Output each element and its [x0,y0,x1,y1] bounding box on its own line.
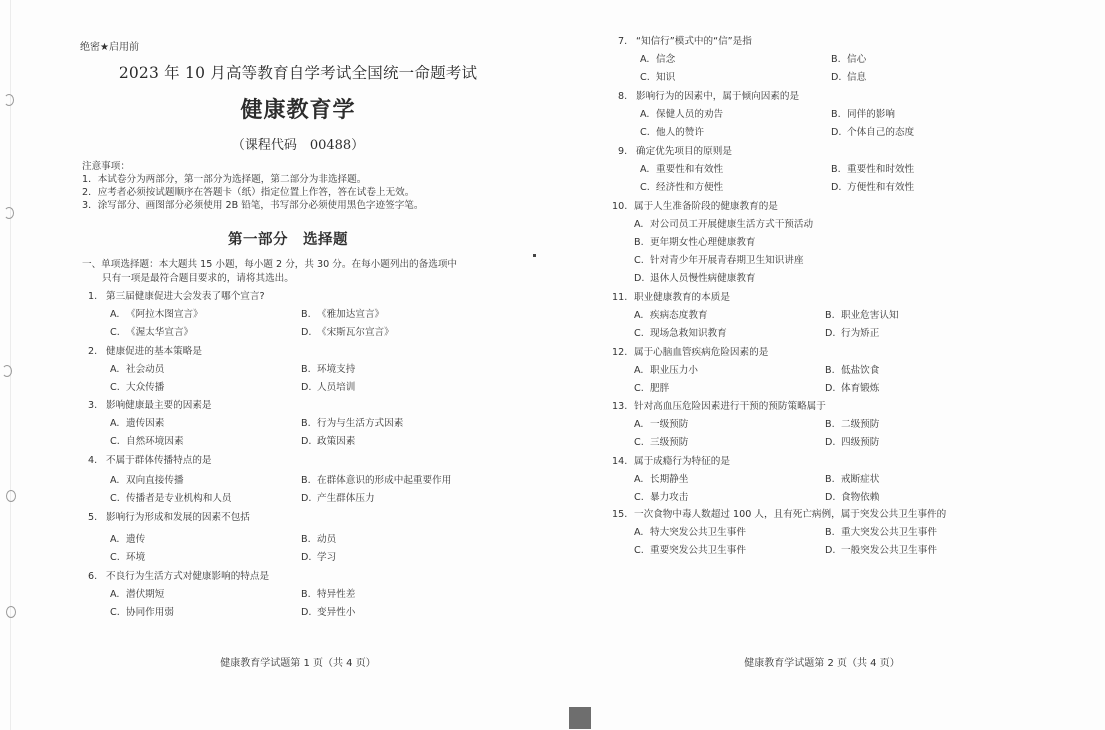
option-c: C. 重要突发公共卫生事件 [634,545,746,556]
question-number: 8. [618,91,628,102]
question-number: 13. [612,401,628,412]
option-a: A. 遗传 [110,534,146,545]
question-stem: 一次食物中毒人数超过 100 人，且有死亡病例，属于突发公共卫生事件的 [634,509,947,520]
option-b: B. 职业危害认知 [825,310,899,321]
question-stem: 针对高血压危险因素进行干预的预防策略属于 [634,401,826,412]
binder-hole-mark [2,365,12,377]
binder-hole-mark [4,207,14,219]
question-stem: “知信行”模式中的“信”是指 [636,36,752,47]
question-2 [88,343,501,397]
option-c: C. 三级预防 [634,437,689,448]
option-b: B. 同伴的影响 [831,109,895,120]
option-c: C. 环境 [110,552,146,563]
question-number: 10. [612,201,628,212]
binder-hole-mark [6,606,16,618]
option-b: B. 信心 [831,54,867,65]
question-8 [618,88,1031,142]
question-stem: 第三届健康促进大会发表了哪个宣言? [106,291,265,302]
option-d: D. 四级预防 [825,437,880,448]
option-a: A. 潜伏期短 [110,589,165,600]
question-13 [612,398,1025,452]
option-a: A. 长期静坐 [634,474,689,485]
question-stem: 职业健康教育的本质是 [634,292,730,303]
option-d: D. 变异性小 [301,607,356,618]
option-c: C. 暴力攻击 [634,492,689,503]
option-a: A. 一级预防 [634,419,689,430]
question-stem: 属于成瘾行为特征的是 [634,456,730,467]
option-d: D. 政策因素 [301,436,356,447]
option-a: A. 《阿拉木图宣言》 [110,309,203,320]
exam-page-1 [78,0,518,700]
question-number: 7. [618,36,628,47]
option-b: B. 环境支持 [301,364,356,375]
notice-heading: 注意事项： [82,161,130,172]
option-b: B. 低盐饮食 [825,365,880,376]
option-d: D. 食物依赖 [825,492,880,503]
notice-item: 1．本试卷分为两部分，第一部分为选择题，第二部分为非选择题。 [82,174,367,185]
option-d: D. 学习 [301,552,337,563]
instruction-line: 只有一项是最符合题目要求的，请将其选出。 [102,273,294,284]
scan-edge-line [10,0,11,730]
instruction-line: 一、单项选择题：本大题共 15 小题，每小题 2 分，共 30 分。在每小题列出的备选项中 [82,259,458,270]
section-instruction [82,258,492,286]
question-15 [612,506,1025,560]
question-4 [88,452,501,508]
question-number: 9. [618,146,628,157]
question-number: 6. [88,571,98,582]
question-number: 14. [612,456,628,467]
option-c: C. 他人的赞许 [640,127,704,138]
question-stem: 确定优先项目的原则是 [636,146,732,157]
question-number: 1. [88,291,98,302]
option-a: A. 重要性和有效性 [640,164,724,175]
option-d: D. 行为矫正 [825,328,880,339]
notice-item: 2．应考者必须按试题顺序在答题卡（纸）指定位置上作答，答在试卷上无效。 [82,187,415,198]
option-a: A. 信念 [640,54,676,65]
question-stem: 属于人生准备阶段的健康教育的是 [634,201,778,212]
option-b: B. 《雅加达宣言》 [301,309,385,320]
option-b: B. 动员 [301,534,337,545]
page-footer: 健康教育学试题第 1 页（共 4 页） [220,658,376,669]
notice-block [82,160,423,212]
option-d: D. 信息 [831,72,867,83]
scan-registration-marker [569,707,591,729]
option-b: B. 特异性差 [301,589,356,600]
question-stem: 属于心脑血管疾病危险因素的是 [634,347,769,358]
course-code: （课程代码 00488） [231,138,365,153]
question-stem: 影响行为的因素中，属于倾向因素的是 [636,91,800,102]
option-c: C. 自然环境因素 [110,436,184,447]
option-b: B. 戒断症状 [825,474,880,485]
question-number: 4. [88,455,98,466]
option-c: C. 知识 [640,72,676,83]
scan-artifact-dot [533,254,536,257]
option-a: A. 社会动员 [110,364,165,375]
option-c: C. 针对青少年开展青春期卫生知识讲座 [634,255,804,266]
question-12 [612,344,1025,398]
option-a: A. 职业压力小 [634,365,698,376]
exam-title: 2023 年 10 月高等教育自学考试全国统一命题考试 [118,64,478,82]
option-c: C. 传播者是专业机构和人员 [110,493,232,504]
question-number: 15. [612,509,628,520]
question-number: 12. [612,347,628,358]
question-stem: 不属于群体传播特点的是 [106,455,212,466]
option-d: D. 产生群体压力 [301,493,375,504]
option-c: C. 《渥太华宣言》 [110,327,194,338]
option-b: B. 在群体意识的形成中起重要作用 [301,475,452,486]
option-a: A. 疾病态度教育 [634,310,708,321]
page-footer: 健康教育学试题第 2 页（共 4 页） [744,658,900,669]
option-c: C. 现场急救知识教育 [634,328,727,339]
option-c: C. 协同作用弱 [110,607,174,618]
question-stem: 不良行为生活方式对健康影响的特点是 [106,571,270,582]
option-b: B. 更年期女性心理健康教育 [634,237,756,248]
option-c: C. 肥胖 [634,383,670,394]
option-b: B. 行为与生活方式因素 [301,418,404,429]
question-stem: 健康促进的基本策略是 [106,346,202,357]
question-number: 5. [88,512,98,523]
option-a: A. 特大突发公共卫生事件 [634,527,746,538]
confidential-label: 绝密★启用前 [80,42,139,53]
option-a: A. 双向直接传播 [110,475,184,486]
option-d: D. 人员培训 [301,382,356,393]
question-5 [88,509,501,567]
option-b: B. 二级预防 [825,419,880,430]
question-14 [612,453,1025,507]
option-a: A. 遗传因素 [110,418,165,429]
option-d: D. 个体自己的态度 [831,127,915,138]
option-d: D. 一般突发公共卫生事件 [825,545,937,556]
option-c: C. 经济性和方便性 [640,182,724,193]
question-stem: 影响行为形成和发展的因素不包括 [106,512,250,523]
exam-page-2 [612,0,1032,700]
question-11 [612,289,1025,343]
question-1 [88,288,501,342]
notice-item: 3．涂写部分、画图部分必须使用 2B 铅笔，书写部分必须使用黑色字迹签字笔。 [82,200,424,211]
option-c: C. 大众传播 [110,382,165,393]
subject-title: 健康教育学 [240,97,356,123]
question-6 [88,568,501,622]
option-b: B. 重大突发公共卫生事件 [825,527,937,538]
question-number: 11. [612,292,628,303]
part-title: 第一部分 选择题 [228,231,348,248]
binder-hole-mark [4,94,14,106]
question-9 [618,143,1031,197]
question-3 [88,397,501,451]
question-number: 3. [88,400,98,411]
option-a: A. 对公司员工开展健康生活方式干预活动 [634,219,814,230]
binder-hole-mark [6,490,16,502]
option-d: D. 《宋斯瓦尔宣言》 [301,327,394,338]
question-stem: 影响健康最主要的因素是 [106,400,212,411]
question-10 [612,198,813,288]
option-d: D. 退休人员慢性病健康教育 [634,273,756,284]
option-d: D. 方便性和有效性 [831,182,915,193]
option-b: B. 重要性和时效性 [831,164,915,175]
option-d: D. 体育锻炼 [825,383,880,394]
question-number: 2. [88,346,98,357]
question-7 [618,33,1031,87]
option-a: A. 保健人员的劝告 [640,109,724,120]
